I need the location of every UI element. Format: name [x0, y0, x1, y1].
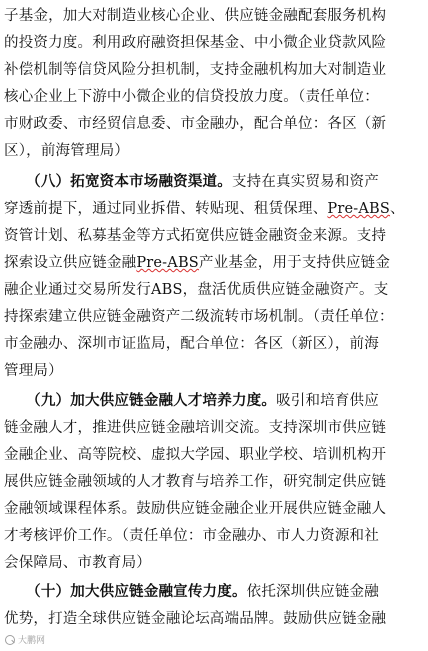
watermark-text: 大鹏网: [18, 636, 46, 646]
spellcheck-flag: Pre-ABS: [327, 201, 391, 217]
text-line-13: 市金融办、深圳市证监局，配合单位：各区（新区），前海: [4, 336, 379, 352]
section-8-heading: （八）拓宽资本市场融资渠道。: [4, 173, 232, 190]
text-line-17: 金融企业、高等院校、虚拟大学园、职业学校、培训机构开: [4, 447, 387, 463]
text-line-2: 的投资力度。利用政府融资担保基金、中小微企业贷款风险: [4, 35, 387, 51]
text-line-8: 穿透前提下，通过同业拆借、转贴现、租赁保理、Pre-ABS、: [4, 201, 405, 217]
spellcheck-flag: Pre-ABS: [136, 255, 199, 271]
text-line-11: 融企业通过交易所发行ABS，盘活优质供应链金融资产。支: [4, 282, 389, 298]
text-line-12: 持探索建立供应链金融资产二级流转市场机制。（责任单位：: [4, 309, 394, 325]
text-line-18: 展供应链金融领域的人才教育与培养工作，研究制定供应链: [4, 474, 387, 490]
section-10-heading: （十）加大供应链金融宣传力度。: [4, 583, 247, 600]
text-line-5: 市财政委、市经贸信息委、市金融办，配合单位：各区（新: [4, 116, 387, 132]
text-line-4: 核心企业上下游中小微企业的信贷投放力度。（责任单位：: [4, 89, 379, 105]
section-9-heading: （九）加大供应链金融人才培养力度。: [4, 392, 277, 409]
watermark: [4, 633, 45, 646]
section-10-heading-line: （十）加大供应链金融宣传力度。依托深圳供应链金融: [4, 583, 379, 600]
section-9-heading-line: （九）加大供应链金融人才培养力度。吸引和培育供应: [4, 392, 379, 409]
search-icon: [4, 635, 16, 645]
text-line-6: 区），前海管理局）: [4, 143, 130, 159]
text-line-10: 探索设立供应链金融Pre-ABS产业基金，用于支持供应链金: [4, 255, 391, 271]
text-line-1: 子基金，加大对制造业核心企业、供应链金融配套服务机构: [4, 8, 387, 24]
section-8-heading-line: （八）拓宽资本市场融资渠道。支持在真实贸易和资产: [4, 173, 379, 190]
text-line-19: 金融领域课程体系。鼓励供应链金融企业开展供应链金融人: [4, 501, 387, 517]
text-line-16: 链金融人才，推进供应链金融培训交流。支持深圳市供应链: [4, 420, 387, 436]
text-line-21: 会保障局、市教育局）: [4, 555, 151, 571]
text-line-20: 才考核评价工作。（责任单位：市金融办、市人力资源和社: [4, 528, 379, 544]
text-line-23: 优势，打造全球供应链金融论坛高端品牌。鼓励供应链金融: [4, 611, 387, 627]
text-line-9: 资管计划、私募基金等方式拓宽供应链金融资金来源。支持: [4, 228, 387, 244]
text-line-14: 管理局）: [4, 363, 63, 379]
text-line-3: 补偿机制等信贷风险分担机制，支持金融机构加大对制造业: [4, 62, 387, 78]
